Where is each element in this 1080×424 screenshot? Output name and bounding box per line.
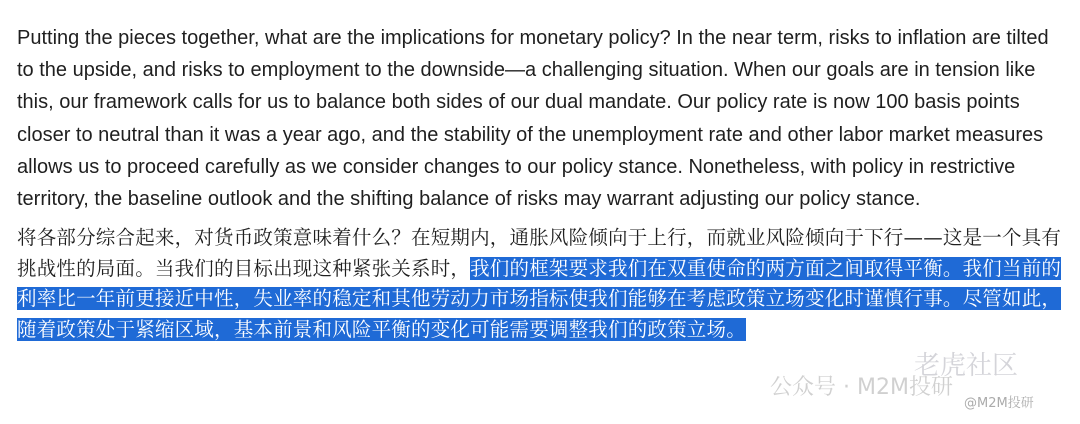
account-watermark: 公众号 · M2M投研 (770, 375, 953, 400)
chinese-paragraph-plain: 将各部分综合起来，对货币政策意味着什么？在短期内，通胀风险倾向于上行，而就业风险倾向于下行——这是一个具有挑战性的局面。当我们的目标出现这种紧张关系时， (17, 226, 1062, 280)
chinese-paragraph (17, 223, 1065, 345)
article-body (17, 22, 1065, 345)
handle-watermark: @M2M投研 (964, 396, 1034, 411)
english-paragraph: Putting the pieces together, what are the implications for monetary policy? In the near term, risks to inflation are tilted to the upside, and risks to employment to the downside—a challenging situation. When our goals are in tension like this, our framework calls for us to balance both sides of our dual mandate. Our policy rate is now 100 basis points closer to neutral than it was a year ago, and the stability of the unemployment rate and other labor market measures allows us to proceed carefully as we consider changes to our policy stance. Nonetheless, with policy in restrictive territory, the baseline outlook and the shifting balance of risks may warrant adjusting our policy stance. (17, 27, 1049, 211)
chinese-paragraph-highlighted-selection[interactable]: 我们的框架要求我们在双重使命的两方面之间取得平衡。我们当前的利率比一年前更接近中性，失业率的稳定和其他劳动力市场指标使我们能够在考虑政策立场变化时谨慎行事。尽管如此，随着政策处于紧缩区域，基本前景和风险平衡的变化可能需要调整我们的政策立场。 (17, 256, 1062, 341)
community-watermark: 老虎社区 (914, 351, 1019, 381)
